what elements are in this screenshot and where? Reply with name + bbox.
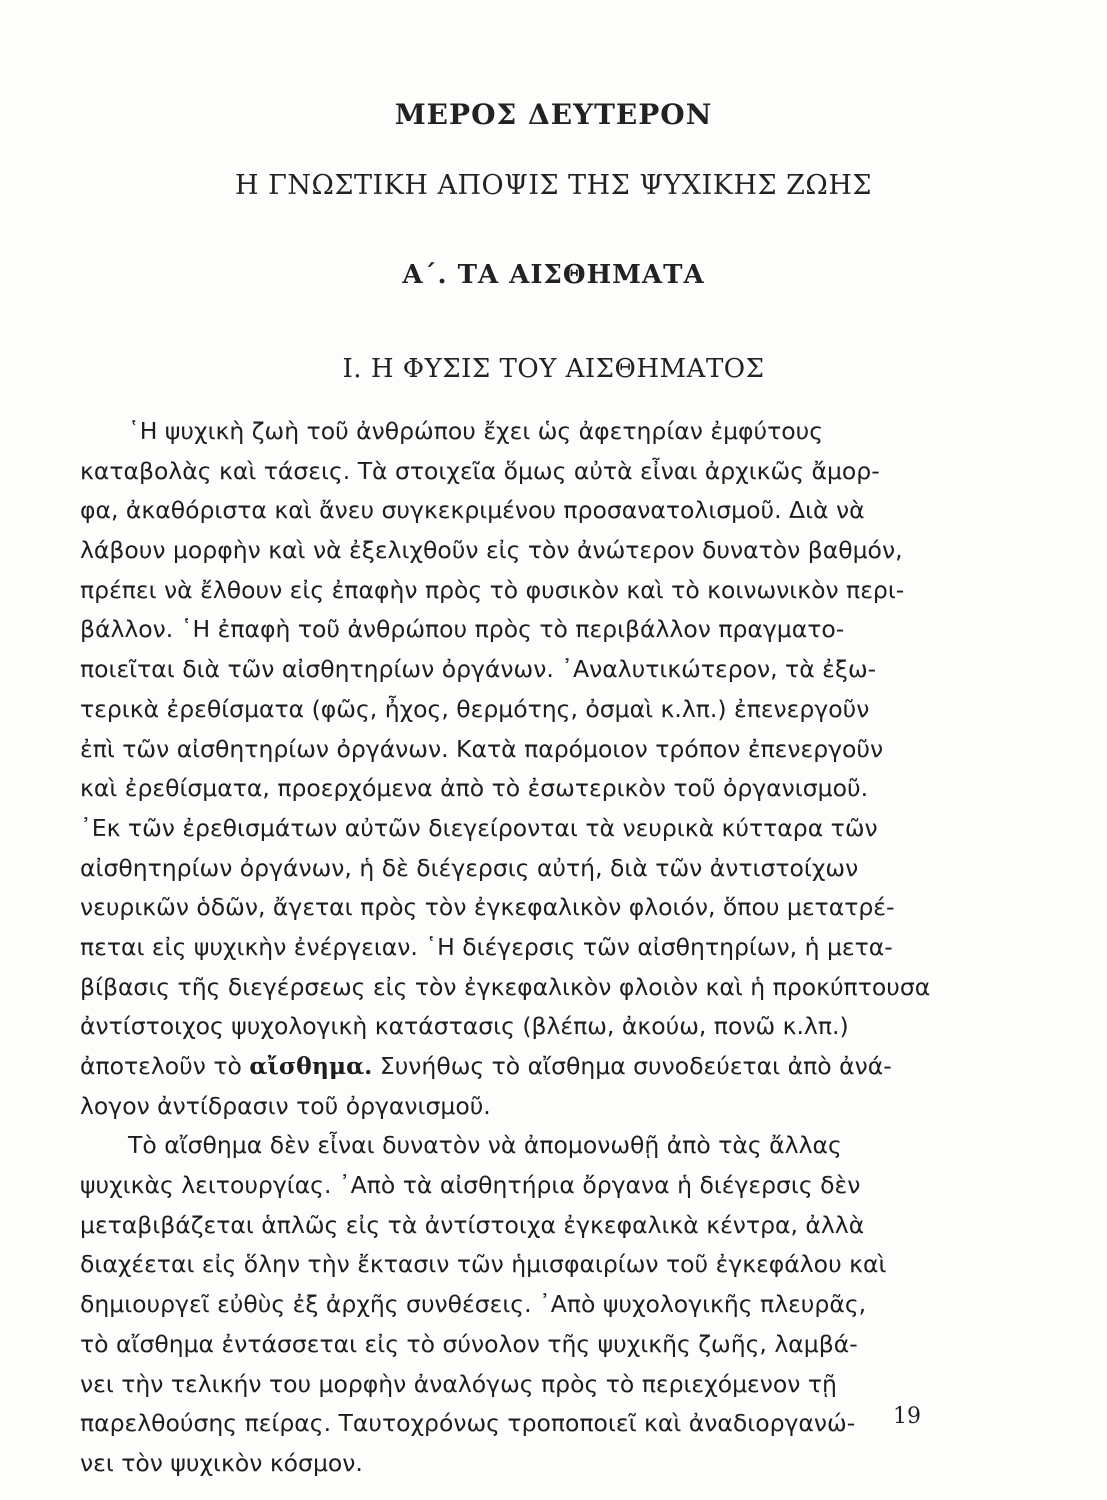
text-line: παρελθούσης πείρας. Ταυτοχρόνως τροποποιεῖ καὶ ἀναδιοργανώ- [80, 1409, 856, 1438]
text-line: φα, ἀκαθόριστα καὶ ἄνευ συγκεκριμένου προσανατολισμοῦ. Διὰ νὰ [80, 496, 865, 525]
text-line: βίβασις τῆς διεγέρσεως εἰς τὸν ἐγκεφαλικὸν φλοιὸν καὶ ἡ προκύπτουσα [80, 972, 931, 1001]
page-number: 19 [893, 1404, 921, 1429]
chapter-heading: Α΄. ΤΑ ΑΙΣΘΗΜΑΤΑ [402, 260, 705, 290]
text-line: καὶ ἐρεθίσματα, προερχόμενα ἀπὸ τὸ ἐσωτερικὸν τοῦ ὀργανισμοῦ. [80, 774, 869, 803]
text-line: μεταβιβάζεται ἁπλῶς εἰς τὰ ἀντίστοιχα ἐγκεφαλικὰ κέντρα, ἀλλὰ [80, 1210, 865, 1239]
text-line: ῾Η ψυχικὴ ζωὴ τοῦ ἀνθρώπου ἔχει ὡς ἀφετηρίαν ἐμφύτους [128, 417, 824, 445]
text-line: λάβουν μορφὴν καὶ νὰ ἐξελιχθοῦν εἰς τὸν ἀνώτερον δυνατὸν βαθμόν, [80, 536, 903, 565]
text-line: νει τὸν ψυχικὸν κόσμον. [80, 1448, 363, 1477]
text-line: τερικὰ ἐρεθίσματα (φῶς, ἦχος, θερμότης, ὀσμαὶ κ.λπ.) ἐπενεργοῦν [80, 694, 870, 723]
text-line: αἰσθητηρίων ὀργάνων, ἡ δὲ διέγερσις αὐτή, διὰ τῶν ἀντιστοίχων [80, 853, 859, 882]
text-line: βάλλον. ῾Η ἐπαφὴ τοῦ ἀνθρώπου πρὸς τὸ περιβάλλον πραγματο- [80, 615, 845, 644]
text-line-with-term [80, 1047, 940, 1087]
text-line: πεται εἰς ψυχικὴν ἐνέργειαν. ῾Η διέγερσις τῶν αἰσθητηρίων, ἡ μετα- [80, 932, 893, 961]
text-line: ᾿Εκ τῶν ἐρεθισμάτων αὐτῶν διεγείρονται τὰ νευρικὰ κύτταρα τῶν [80, 813, 878, 842]
text-line: καταβολὰς καὶ τάσεις. Τὰ στοιχεῖα ὅμως αὐτὰ εἶναι ἀρχικῶς ἄμορ- [80, 456, 880, 485]
text-line: πρέπει νὰ ἔλθουν εἰς ἐπαφὴν πρὸς τὸ φυσικὸν καὶ τὸ κοινωνικὸν περι- [80, 575, 905, 604]
text-line: τὸ αἴσθημα ἐντάσσεται εἰς τὸ σύνολον τῆς ψυχικῆς ζωῆς, λαμβά- [80, 1329, 858, 1358]
text-line: λογον ἀντίδρασιν τοῦ ὀργανισμοῦ. [80, 1091, 491, 1120]
text-line: ψυχικὰς λειτουργίας. ᾿Απὸ τὰ αἰσθητήρια ὄργανα ἡ διέγερσις δὲν [80, 1171, 861, 1200]
text-fragment: ἀποτελοῦν τὸ [80, 1052, 242, 1080]
text-line: ἐπὶ τῶν αἰσθητηρίων ὀργάνων. Κατὰ παρόμοιον τρόπον ἐπενεργοῦν [80, 734, 884, 763]
text-line: νευρικῶν ὁδῶν, ἄγεται πρὸς τὸν ἐγκεφαλικὸν φλοιόν, ὅπου μετατρέ- [80, 893, 895, 922]
text-line: ποιεῖται διὰ τῶν αἰσθητηρίων ὀργάνων. ᾿Αναλυτικώτερον, τὰ ἐξω- [80, 655, 877, 684]
part-title: Η ΓΝΩΣΤΙΚΗ ΑΠΟΨΙΣ ΤΗΣ ΨΥΧΙΚΗΣ ΖΩΗΣ [235, 170, 872, 201]
text-line: Τὸ αἴσθημα δὲν εἶναι δυνατὸν νὰ ἀπομονωθῇ ἀπὸ τὰς ἄλλας [128, 1131, 842, 1160]
part-heading: ΜΕΡΟΣ ΔΕΥΤΕΡΟΝ [394, 98, 713, 131]
text-fragment: Συνήθως τὸ αἴσθημα συνοδεύεται ἀπὸ ἀνά- [379, 1052, 892, 1080]
text-line: διαχέεται εἰς ὅλην τὴν ἔκτασιν τῶν ἡμισφαιρίων τοῦ ἐγκεφάλου καὶ [80, 1250, 887, 1279]
text-line: ἀντίστοιχος ψυχολογικὴ κατάστασις (βλέπω, ἀκούω, πονῶ κ.λπ.) [80, 1012, 849, 1041]
section-heading: Ι. Η ΦΥΣΙΣ ΤΟΥ ΑΙΣΘΗΜΑΤΟΣ [342, 354, 765, 384]
text-line: δημιουργεῖ εὐθὺς ἐξ ἀρχῆς συνθέσεις. ᾿Απὸ ψυχολογικῆς πλευρᾶς, [80, 1290, 867, 1319]
body-text [80, 412, 940, 1484]
text-line: νει τὴν τελικήν του μορφὴν ἀναλόγως πρὸς τὸ περιεχόμενον τῇ [80, 1369, 837, 1398]
key-term: αἴσθημα. [249, 1052, 373, 1080]
